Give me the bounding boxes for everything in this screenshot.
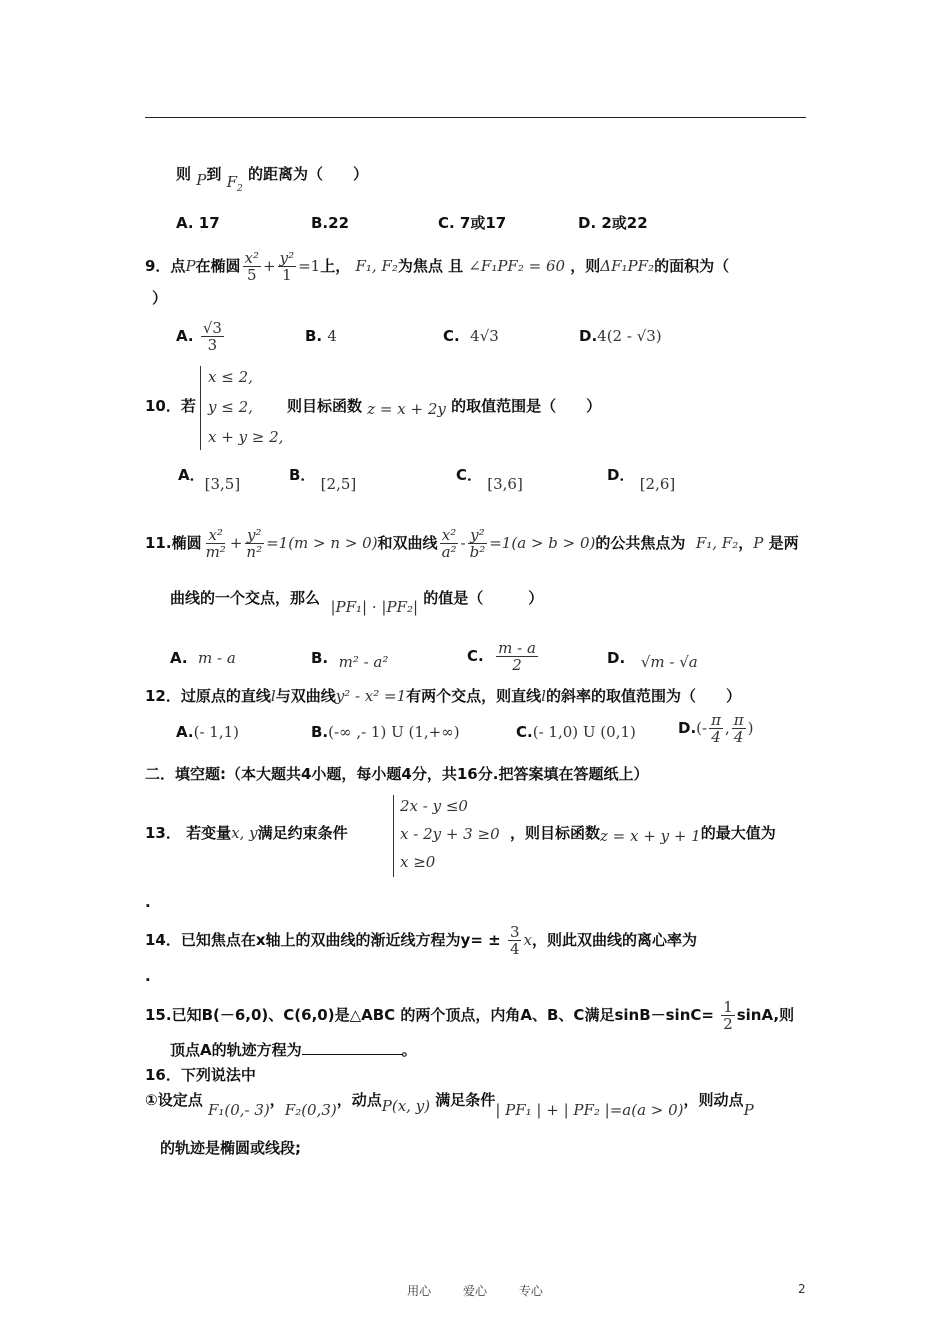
q10-stem bbox=[287, 396, 601, 416]
q16-point: P(x, y) bbox=[381, 1097, 431, 1115]
q9-opt-a-num: √3 bbox=[202, 319, 222, 337]
q12-text2: 有两个交点，则直线 bbox=[406, 687, 542, 705]
q9-opt-a-frac bbox=[201, 320, 224, 353]
q9-text3: 为焦点 且 bbox=[397, 257, 464, 275]
q8-option-b: B.22 bbox=[311, 214, 350, 232]
q9-opt-d-val: 4(2 - √3) bbox=[597, 327, 662, 345]
q14-label: 14．已知焦点在x轴上的双曲线的渐近线方程为y= ± bbox=[145, 931, 501, 949]
q8-option-a: A. 17 bbox=[176, 214, 220, 232]
q12-opt-a-label: A. bbox=[176, 723, 194, 741]
q8-distance-line bbox=[176, 164, 368, 194]
q9-text1: 在椭圆 bbox=[195, 257, 241, 275]
q11-line2-a: 曲线的一个交点，那么 bbox=[170, 589, 321, 607]
q11-opt-d-label: D. bbox=[607, 649, 626, 667]
q14-den: 4 bbox=[509, 940, 520, 958]
q9-opt-b-val: 4 bbox=[327, 327, 337, 345]
q10-option-a bbox=[178, 465, 241, 493]
q10-opt-b-label: B． bbox=[289, 466, 316, 484]
q9-opt-b-label: B. bbox=[305, 327, 323, 345]
q10-opt-d-label: D． bbox=[607, 466, 635, 484]
q8-focus-f2: $F_2$ bbox=[226, 173, 243, 194]
q10-option-c bbox=[456, 465, 523, 493]
q10-c1: x ≤ 2, bbox=[208, 368, 253, 386]
q10-c2: y ≤ 2, bbox=[208, 398, 253, 416]
q10-opt-d-val: [2,6] bbox=[639, 475, 676, 493]
q11-opt-a-label: A. bbox=[170, 649, 188, 667]
q9-wrap: ） bbox=[152, 289, 168, 307]
q9-frac-y-num: y² bbox=[279, 249, 295, 267]
q11-e1-yn: y² bbox=[247, 526, 262, 544]
q9-point-p: P bbox=[185, 257, 196, 275]
q13-c3: x ≥0 bbox=[400, 853, 436, 871]
q11-e2-rhs: =1(a > b > 0) bbox=[489, 534, 596, 552]
q9-option-c bbox=[443, 326, 499, 346]
q13-c1: 2x - y ≤0 bbox=[400, 797, 468, 815]
q9-frac-x-den: 5 bbox=[247, 266, 257, 284]
q9-opt-c-label: C. bbox=[443, 327, 460, 345]
q9-option-d bbox=[579, 326, 662, 346]
q12-stem bbox=[145, 686, 741, 706]
q11-opt-c-label: C. bbox=[467, 647, 484, 665]
q16-item1-d: ，则动点 bbox=[683, 1091, 744, 1109]
q14-stem bbox=[145, 924, 697, 957]
q11-foci: F₁, F₂ bbox=[695, 534, 739, 552]
q11-text1: 和双曲线 bbox=[377, 534, 438, 552]
q8-prefix: 则 bbox=[176, 165, 192, 183]
q12-opt-b-label: B. bbox=[311, 723, 329, 741]
q9-label: 9．点 bbox=[145, 257, 186, 275]
q10-brace bbox=[200, 366, 201, 450]
q12-eq: y² - x² =1 bbox=[335, 687, 407, 705]
q12-line-l-2: l bbox=[541, 687, 546, 705]
q9-text2: 上， bbox=[320, 257, 351, 275]
q8-mid: 到 bbox=[206, 165, 222, 183]
q15-stem bbox=[145, 999, 794, 1032]
q9-text4: ，则 bbox=[570, 257, 601, 275]
q9-opt-d-label: D. bbox=[579, 327, 598, 345]
q11-text2: 的公共焦点为 bbox=[595, 534, 686, 552]
q11-line2 bbox=[170, 588, 544, 616]
q12-opt-d-d2: 4 bbox=[733, 728, 744, 746]
q12-opt-d-frac1 bbox=[709, 712, 723, 745]
q16-condition: | PF₁ | + | PF₂ |=a(a > 0) bbox=[495, 1101, 684, 1119]
q16-item1 bbox=[145, 1090, 754, 1119]
q11-point-p: P bbox=[753, 534, 764, 552]
q10-opt-c-label: C． bbox=[456, 466, 483, 484]
q12-opt-b-val: (-∞ ,- 1) U (1,+∞) bbox=[328, 723, 460, 741]
q11-option-d bbox=[607, 648, 698, 671]
q11-text3: 是两 bbox=[768, 534, 799, 552]
q12-text3: 的斜率的取值范围为（ ） bbox=[545, 687, 741, 705]
q16-point-p: P bbox=[743, 1101, 754, 1119]
q14-num: 3 bbox=[509, 923, 520, 941]
q10-opt-a-label: A． bbox=[178, 466, 205, 484]
q11-opt-b-val: m² - a² bbox=[338, 653, 389, 671]
q11-e2-xd: a² bbox=[441, 543, 457, 561]
q9-text5: 的面积为（ bbox=[654, 257, 730, 275]
page-number: 2 bbox=[798, 1282, 806, 1296]
section-2-title: 二．填空题:（本大题共4小题，每小题4分，共16分.把答案填在答题纸上） bbox=[145, 765, 649, 783]
q12-option-c bbox=[516, 722, 636, 742]
q16-item1-line2: 的轨迹是椭圆或线段; bbox=[160, 1139, 301, 1157]
q11-e1-yd: n² bbox=[246, 543, 263, 561]
q15-num: 1 bbox=[723, 998, 733, 1016]
q16-f2: F₂(0,3) bbox=[284, 1101, 337, 1119]
q11-label: 11.椭圆 bbox=[145, 534, 202, 552]
q12-opt-c-val: (- 1,0) U (0,1) bbox=[532, 723, 636, 741]
q11-opt-c-num: m - a bbox=[498, 639, 536, 657]
q11-option-b bbox=[311, 648, 389, 671]
q11-e2-yd: b² bbox=[469, 543, 486, 561]
q9-opt-c-val: 4√3 bbox=[470, 327, 499, 345]
q10-c3: x + y ≥ 2, bbox=[208, 428, 284, 446]
q13-text2: ，则目标函数 bbox=[510, 824, 601, 842]
q15-line2-end: 。 bbox=[401, 1041, 417, 1059]
q11-e1-xd: m² bbox=[205, 543, 226, 561]
q12-label: 12．过原点的直线 bbox=[145, 687, 271, 705]
q9-frac-x-num: x² bbox=[244, 249, 260, 267]
q12-option-a bbox=[176, 722, 239, 742]
q10-text2: 的取值范围是（ ） bbox=[451, 397, 602, 415]
q9-opt-a-den: 3 bbox=[207, 336, 218, 354]
q14-frac bbox=[508, 924, 522, 957]
q12-option-d bbox=[678, 712, 753, 745]
q10-opt-b-val: [2,5] bbox=[320, 475, 357, 493]
footer-item-1: 用心 bbox=[407, 1284, 432, 1298]
q11-opt-c-frac bbox=[496, 640, 538, 673]
q11-option-a bbox=[170, 648, 236, 668]
q11-product: |PF₁| · |PF₂| bbox=[330, 598, 419, 616]
q9-frac-x bbox=[243, 250, 261, 283]
q14-text: ，则此双曲线的离心率为 bbox=[531, 931, 697, 949]
q15-line2 bbox=[170, 1040, 417, 1060]
q8-suffix: 的距离为（ ） bbox=[247, 165, 368, 183]
footer-item-3: 专心 bbox=[518, 1284, 543, 1298]
q16-label: 16．下列说法中 bbox=[145, 1066, 256, 1084]
q9-option-a bbox=[176, 320, 226, 353]
footer-item-2: 爱心 bbox=[462, 1284, 487, 1298]
q13-vars: x, y bbox=[231, 824, 258, 842]
q16-sep: ， bbox=[269, 1091, 285, 1109]
q13-tail bbox=[510, 823, 776, 843]
q16-item1-c: 满足条件 bbox=[435, 1091, 496, 1109]
q11-e2-y bbox=[468, 527, 488, 560]
q12-opt-d-n1: π bbox=[711, 711, 721, 729]
q10-option-b bbox=[289, 465, 357, 493]
q15-text1: 15.已知B(－6,0)、C(6,0)是△ABC 的两个顶点，内角A、B、C满足sinB－sinC= bbox=[145, 1006, 714, 1024]
q12-opt-d-frac2 bbox=[732, 712, 746, 745]
q12-opt-d-d1: 4 bbox=[711, 728, 721, 746]
q12-opt-c-label: C. bbox=[516, 723, 533, 741]
q11-stem: 11.椭圆 $\frac{\text{x²}}{\text{m²}}$ + $\frac{\text{y²}}{\text{n²}}$ =1(m > n > 0)和双曲线 $\frac{\text{x²}}{\text{a²}}$ - $\frac{\text{y²}}{\text{b²}}$ =1(a > b > 0)的公共焦点为 F₁, F₂，P 是两 bbox=[145, 526, 799, 561]
q13-func: z = x + y + 1 bbox=[600, 827, 701, 845]
q11-opt-d-val: √m - √a bbox=[640, 653, 698, 671]
q16-item1-b: ，动点 bbox=[336, 1091, 382, 1109]
header-rule bbox=[145, 117, 806, 118]
q15-frac bbox=[721, 999, 735, 1032]
q10-opt-a-val: [3,5] bbox=[204, 475, 241, 493]
q12-text1: 与双曲线 bbox=[275, 687, 336, 705]
page-footer bbox=[0, 1282, 950, 1299]
q11-e1-xn: x² bbox=[208, 526, 223, 544]
q11-opt-a-val: m - a bbox=[198, 649, 236, 667]
q13-brace bbox=[393, 795, 394, 877]
q15-line2-text: 顶点A的轨迹方程为 bbox=[170, 1041, 302, 1059]
q9-triangle: ΔF₁PF₂ bbox=[600, 257, 655, 275]
q10-option-d bbox=[607, 465, 676, 493]
q11-e1-x bbox=[204, 527, 228, 560]
q10-label: 10．若 bbox=[145, 397, 196, 415]
q11-line2-b: 的值是（ ） bbox=[423, 589, 544, 607]
q11-e2-yn: y² bbox=[470, 526, 485, 544]
q12-opt-d-pre: (- bbox=[696, 719, 708, 737]
q11-e2-xn: x² bbox=[441, 526, 457, 544]
q13-dot: . bbox=[145, 893, 151, 911]
q13-label-text: 13． 若变量 bbox=[145, 824, 232, 842]
q9-foci: F₁, F₂ bbox=[355, 257, 398, 275]
q15-den: 2 bbox=[723, 1015, 733, 1033]
q12-opt-d-n2: π bbox=[733, 711, 744, 729]
q14-dot: . bbox=[145, 967, 151, 985]
q13-label bbox=[145, 823, 348, 843]
q11-e1-rhs: =1(m > n > 0) bbox=[266, 534, 378, 552]
q12-opt-d-post: ) bbox=[747, 719, 754, 737]
q13-text1: 满足约束条件 bbox=[257, 824, 348, 842]
q9-option-b bbox=[305, 326, 337, 346]
q16-item1-a: ①设定点 bbox=[145, 1091, 203, 1109]
q8-option-d: D. 2或22 bbox=[578, 214, 648, 232]
q12-opt-a-val: (- 1,1) bbox=[193, 723, 239, 741]
q11-e2-x bbox=[440, 527, 459, 560]
q9-opt-a-label: A. bbox=[176, 327, 194, 345]
q10-text1: 则目标函数 bbox=[287, 397, 363, 415]
q12-line-l: l bbox=[270, 687, 276, 705]
q10-opt-c-val: [3,6] bbox=[487, 475, 523, 493]
q14-x: x bbox=[523, 931, 532, 949]
q13-c2: x - 2y + 3 ≥0 bbox=[400, 825, 500, 843]
q8-point-p: P bbox=[196, 171, 207, 189]
q9-stem: 9．点P在椭圆 $\frac{\text{x²}}{5}$ + $\frac{\text{y²}}{1}$ =1上， F₁, F₂为焦点 且 ∠F₁PF₂ = 60 ，则ΔF₁PF₂的面积为（ bbox=[145, 249, 730, 284]
q15-text2: sinA,则 bbox=[736, 1006, 795, 1024]
q13-text3: 的最大值为 bbox=[700, 824, 776, 842]
q11-opt-c-den: 2 bbox=[512, 656, 522, 674]
q9-eq-rhs: =1 bbox=[298, 257, 321, 275]
q12-opt-d-mid: , bbox=[724, 719, 730, 737]
q11-opt-b-label: B. bbox=[311, 649, 329, 667]
q10-func: z = x + 2y bbox=[367, 400, 446, 418]
q16-f1: F₁(0,- 3) bbox=[207, 1101, 270, 1119]
q11-option-c bbox=[467, 640, 540, 673]
q12-option-b bbox=[311, 722, 460, 742]
q11-e1-y bbox=[244, 527, 264, 560]
q9-frac-y bbox=[278, 250, 297, 283]
q8-option-c: C. 7或17 bbox=[438, 214, 507, 232]
q9-angle: ∠F₁PF₂ = 60 bbox=[468, 257, 566, 275]
q15-answer-blank[interactable] bbox=[302, 1040, 402, 1055]
q9-frac-y-den: 1 bbox=[282, 266, 292, 284]
q12-opt-d-label: D. bbox=[678, 719, 697, 737]
